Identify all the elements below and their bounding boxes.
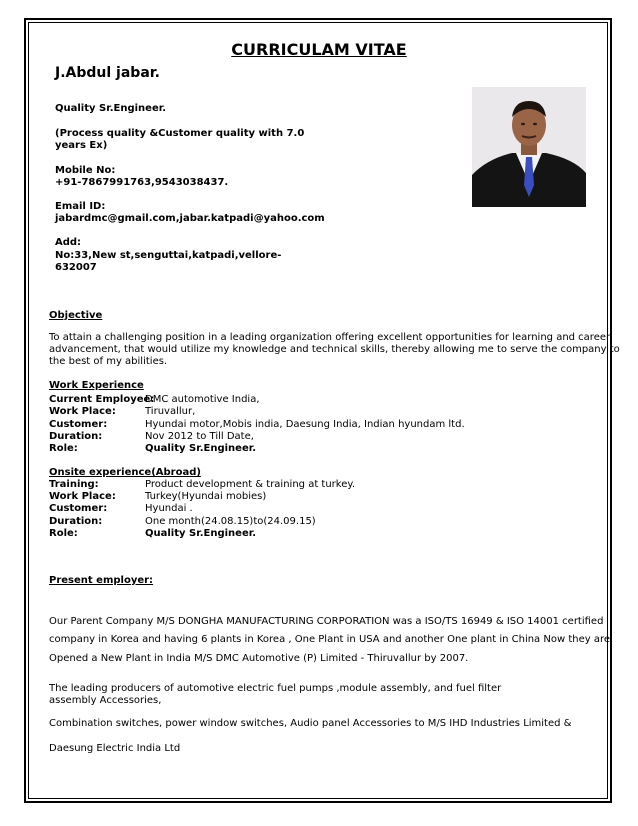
mobile-label: Mobile No: (55, 165, 116, 176)
onsite-row-value: Turkey(Hyundai mobies) (145, 491, 267, 502)
work-row-value: Nov 2012 to Till Date, (145, 431, 254, 442)
onsite-row-label: Training: (49, 479, 99, 490)
onsite-row-value: Quality Sr.Engineer. (145, 528, 257, 539)
work-row-value: Quality Sr.Engineer. (145, 443, 257, 454)
objective-line-2: advancement, that would utilize my knowledge and technical skills, thereby allowing me to serve the company to (49, 344, 620, 355)
onsite-row-value: One month(24.08.15)to(24.09.15) (145, 516, 316, 527)
work-row-label: Work Place: (49, 406, 116, 417)
address-line-1: No:33,New st,senguttai,katpadi,vellore- (55, 250, 282, 261)
mobile-value: +91-7867991763,9543038437. (55, 177, 229, 188)
employer-para-line: Combination switches, power window switches, Audio panel Accessories to M/S IHD Industries Limited & (49, 718, 572, 729)
experience-summary-line-1: (Process quality &Customer quality with 7.0 (55, 128, 305, 139)
work-row-label: Customer: (49, 419, 108, 430)
work-row-value: Hyundai motor,Mobis india, Daesung India, Indian hyundam ltd. (145, 419, 465, 430)
onsite-row-label: Duration: (49, 516, 103, 527)
work-row-value: DMC automotive India, (145, 394, 260, 405)
experience-summary-line-2: years Ex) (55, 140, 108, 151)
address-label: Add: (55, 237, 82, 248)
onsite-row-value: Product development & training at turkey. (145, 479, 356, 490)
work-row-label: Duration: (49, 431, 103, 442)
objective-heading: Objective (49, 310, 103, 321)
onsite-row-label: Customer: (49, 503, 108, 514)
work-row-label: Current Employee: (49, 394, 155, 405)
email-value: jabardmc@gmail.com,jabar.katpadi@yahoo.com (55, 213, 325, 224)
objective-line-3: the best of my abilities. (49, 356, 168, 367)
onsite-row-label: Role: (49, 528, 78, 539)
profile-photo-graphic (472, 87, 586, 207)
designation: Quality Sr.Engineer. (55, 103, 167, 114)
employer-para-line: Our Parent Company M/S DONGHA MANUFACTURING CORPORATION was a ISO/TS 16949 & ISO 14001 certified (49, 616, 604, 627)
work-row-value: Tiruvallur, (145, 406, 196, 417)
address-line-2: 632007 (55, 262, 97, 273)
present-employer-heading: Present employer: (49, 575, 154, 586)
employer-para-line: company in Korea and having 6 plants in Korea , One Plant in USA and another One plant in China Now they are (49, 634, 610, 645)
employer-para-line: Daesung Electric India Ltd (49, 743, 181, 754)
employer-para-line: The leading producers of automotive electric fuel pumps ,module assembly, and fuel filter (49, 683, 502, 694)
candidate-name: J.Abdul jabar. (55, 65, 160, 81)
work-experience-heading: Work Experience (49, 380, 144, 391)
document-title: CURRICULAM VITAE (231, 40, 407, 59)
employer-para-line: assembly Accessories, (49, 695, 162, 706)
onsite-row-label: Work Place: (49, 491, 116, 502)
profile-photo (472, 87, 586, 207)
objective-line-1: To attain a challenging position in a leading organization offering excellent opportunities for learning and career (49, 332, 611, 343)
employer-para-line: Opened a New Plant in India M/S DMC Automotive (P) Limited - Thiruvallur by 2007. (49, 653, 469, 664)
email-label: Email ID: (55, 201, 106, 212)
onsite-row-value: Hyundai . (145, 503, 193, 514)
onsite-heading: Onsite experience(Abroad) (49, 467, 201, 478)
work-row-label: Role: (49, 443, 78, 454)
